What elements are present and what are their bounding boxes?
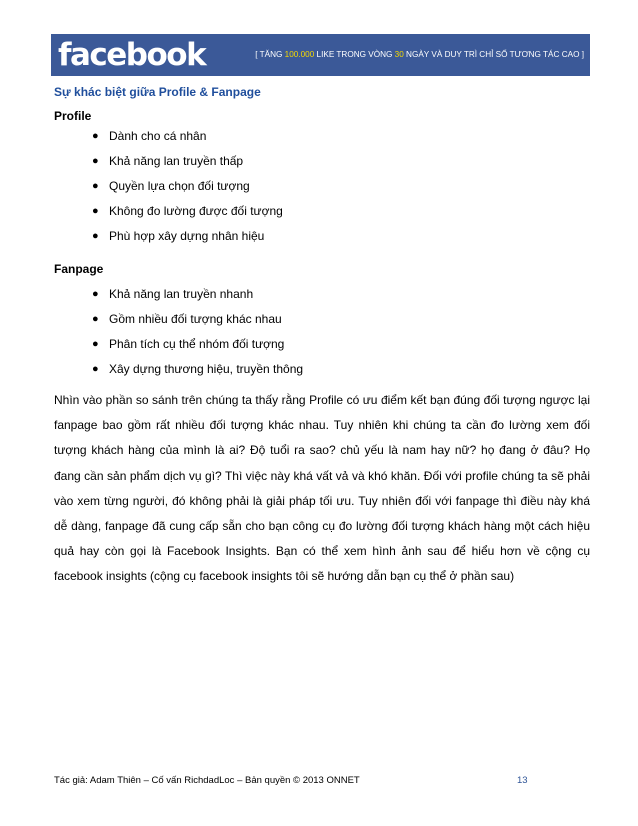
footer-credit: Tác giả: Adam Thiên – Cố vấn RichdadLoc – Bản quyền © 2013 ONNET — [54, 775, 360, 786]
bullet-icon: ● — [92, 180, 99, 192]
list-item: ● Gồm nhiều đối tượng khác nhau — [92, 307, 303, 332]
list-item: ● Xây dựng thương hiệu, truyền thông — [92, 357, 303, 382]
bullet-icon: ● — [92, 288, 99, 300]
bullet-icon: ● — [92, 338, 99, 350]
list-item: ● Dành cho cá nhân — [92, 124, 283, 149]
facebook-logo: facebook — [58, 37, 206, 73]
profile-list — [92, 124, 283, 249]
profile-title: Profile — [54, 109, 92, 123]
bullet-icon: ● — [92, 363, 99, 375]
bullet-icon: ● — [92, 155, 99, 167]
list-item: ● Phù hợp xây dựng nhân hiệu — [92, 224, 283, 249]
bullet-icon: ● — [92, 205, 99, 217]
bullet-icon: ● — [92, 313, 99, 325]
fanpage-title: Fanpage — [54, 262, 104, 276]
fanpage-list — [92, 282, 303, 382]
banner-tagline: [ TĂNG 100.000 LIKE TRONG VÒNG 30 NGÀY VÀ DUY TRÌ CHỈ SỐ TƯƠNG TÁC CAO ] — [255, 50, 584, 59]
section-heading: Sự khác biệt giữa Profile & Fanpage — [54, 85, 261, 99]
list-item: ● Phân tích cụ thể nhóm đối tượng — [92, 332, 303, 357]
list-item: ● Khả năng lan truyền thấp — [92, 149, 283, 174]
bullet-icon: ● — [92, 230, 99, 242]
list-item: ● Không đo lường được đối tượng — [92, 199, 283, 224]
list-item: ● Khả năng lan truyền nhanh — [92, 282, 303, 307]
bullet-icon: ● — [92, 130, 99, 142]
page-number: 13 — [517, 775, 528, 786]
body-paragraph: Nhìn vào phần so sánh trên chúng ta thấy rằng Profile có ưu điểm kết bạn đúng đối tượng ngược lại fanpage bao gồm rất nhiều đối tượng khác nhau. Tuy nhiên khi chúng ta cần đo lường xem đối tượng khách hàng của mình là ai? Độ tuổi ra sao? chủ yếu là nam hay nữ? họ đang ở đâu? Họ đang cần sản phẩm dịch vụ gì? Thì việc này khá vất vả và khó khăn. Đối với profile chúng ta sẽ phải vào xem từng người, đó không phải là giải pháp tối ưu. Tuy nhiên đối với fanpage thì điều này khá dễ dàng, fanpage đã cung cấp sẵn cho bạn công cụ đo lường đối tượng khách hàng một cách hiệu quả hay còn gọi là Facebook Insights. Bạn có thể xem hình ảnh sau để hiểu hơn về cộng cụ facebook insights (cộng cụ facebook insights tôi sẽ hướng dẫn bạn cụ thể ở phần sau) — [54, 393, 590, 584]
list-item: ● Quyền lựa chọn đối tượng — [92, 174, 283, 199]
header-banner — [51, 34, 590, 76]
